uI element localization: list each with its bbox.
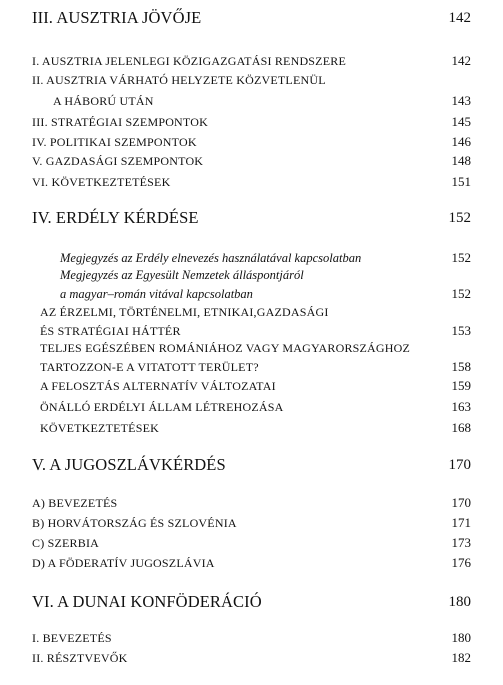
toc-entry-chapter	[0, 208, 503, 228]
toc-entry-page: 176	[451, 555, 471, 570]
toc-entry-page: 145	[451, 114, 471, 129]
toc-entry-page: 170	[451, 495, 471, 510]
toc-entry-page: 182	[451, 650, 471, 665]
toc-entry-title: II. AUSZTRIA VÁRHATÓ HELYZETE KÖZVETLENÜL	[32, 73, 326, 87]
toc-entry	[0, 338, 503, 358]
toc-entry-title: a magyar–román vitával kapcsolatban	[60, 287, 253, 301]
toc-entry-title: IV. ERDÉLY KÉRDÉSE	[32, 208, 199, 227]
toc-entry-title: AZ ÉRZELMI, TÖRTÉNELMI, ETNIKAI,GAZDASÁGI	[40, 305, 329, 319]
toc-entry	[0, 628, 503, 648]
toc-entry-title: A FELOSZTÁS ALTERNATÍV VÁLTOZATAI	[40, 379, 276, 393]
toc-entry-title: ÉS STRATÉGIAI HÁTTÉR	[40, 324, 181, 338]
toc-entry	[0, 70, 503, 90]
toc-entry-note	[0, 284, 503, 304]
toc-entry-title: II. RÉSZTVEVŐK	[32, 651, 128, 665]
toc-entry-page: 142	[451, 53, 471, 68]
toc-entry	[0, 418, 503, 438]
toc-entry-page: 146	[451, 134, 471, 149]
toc-entry-page: 152	[448, 210, 471, 226]
toc-entry-title: VI. KÖVETKEZTETÉSEK	[32, 175, 171, 189]
toc-entry	[0, 648, 503, 668]
toc-entry-title: IV. POLITIKAI SZEMPONTOK	[32, 135, 197, 149]
toc-entry	[0, 493, 503, 513]
toc-entry-title: ÖNÁLLÓ ERDÉLYI ÁLLAM LÉTREHOZÁSA	[40, 400, 284, 414]
toc-entry-title: V. A JUGOSZLÁVKÉRDÉS	[32, 455, 226, 474]
toc-entry-title: VI. A DUNAI KONFÖDERÁCIÓ	[32, 592, 262, 611]
toc-entry-chapter	[0, 8, 503, 28]
toc-entry-chapter	[0, 455, 503, 475]
toc-entry-title: D) A FÖDERATÍV JUGOSZLÁVIA	[32, 556, 215, 570]
toc-entry-title: Megjegyzés az Erdély elnevezés használatával kapcsolatban	[60, 251, 362, 265]
toc-entry-note	[0, 265, 503, 285]
toc-entry	[0, 51, 503, 71]
toc-entry-title: III. AUSZTRIA JÖVŐJE	[32, 8, 202, 27]
toc-entry-title: B) HORVÁTORSZÁG ÉS SZLOVÉNIA	[32, 516, 237, 530]
toc-entry-page: 152	[451, 250, 471, 265]
toc-entry-page: 151	[451, 174, 471, 189]
toc-entry-title: A) BEVEZETÉS	[32, 496, 118, 510]
toc-entry-page: 180	[448, 594, 471, 610]
toc-entry	[0, 397, 503, 417]
toc-entry	[0, 513, 503, 533]
toc-entry-page: 180	[451, 630, 471, 645]
toc-entry	[0, 132, 503, 152]
toc-entry	[0, 91, 503, 111]
toc-entry-title: TELJES EGÉSZÉBEN ROMÁNIÁHOZ VAGY MAGYARORSZÁGHOZ	[40, 341, 411, 355]
toc-entry	[0, 302, 503, 322]
toc-entry	[0, 112, 503, 132]
toc-entry-title: KÖVETKEZTETÉSEK	[40, 421, 159, 435]
toc-entry-page: 158	[451, 359, 471, 374]
toc-entry-page: 171	[451, 515, 471, 530]
toc-entry-page: 168	[451, 420, 471, 435]
toc-entry-page: 148	[451, 153, 471, 168]
toc-entry-title: I. BEVEZETÉS	[32, 631, 112, 645]
toc-entry-page: 143	[451, 93, 471, 108]
toc-entry-title: TARTOZZON-E A VITATOTT TERÜLET?	[40, 360, 259, 374]
toc-entry-chapter	[0, 592, 503, 612]
toc-entry	[0, 151, 503, 171]
toc-entry-title: V. GAZDASÁGI SZEMPONTOK	[32, 154, 204, 168]
toc-entry-page: 173	[451, 535, 471, 550]
toc-entry-title: A HÁBORÚ UTÁN	[53, 94, 154, 108]
toc-entry-page: 159	[451, 378, 471, 393]
toc-entry-page: 170	[448, 457, 471, 473]
toc-entry	[0, 553, 503, 573]
toc-entry	[0, 357, 503, 377]
toc-entry	[0, 376, 503, 396]
toc-entry-title: III. STRATÉGIAI SZEMPONTOK	[32, 115, 208, 129]
toc-entry-page: 142	[448, 10, 471, 26]
toc-entry	[0, 172, 503, 192]
toc-entry-title: C) SZERBIA	[32, 536, 100, 550]
toc-entry-page: 152	[451, 286, 471, 301]
toc-entry-page: 163	[451, 399, 471, 414]
toc-entry-title: Megjegyzés az Egyesült Nemzetek álláspontjáról	[60, 268, 304, 282]
toc-entry	[0, 533, 503, 553]
toc-entry-title: I. AUSZTRIA JELENLEGI KÖZIGAZGATÁSI RENDSZERE	[32, 54, 346, 68]
toc-entry-page: 153	[451, 323, 471, 338]
